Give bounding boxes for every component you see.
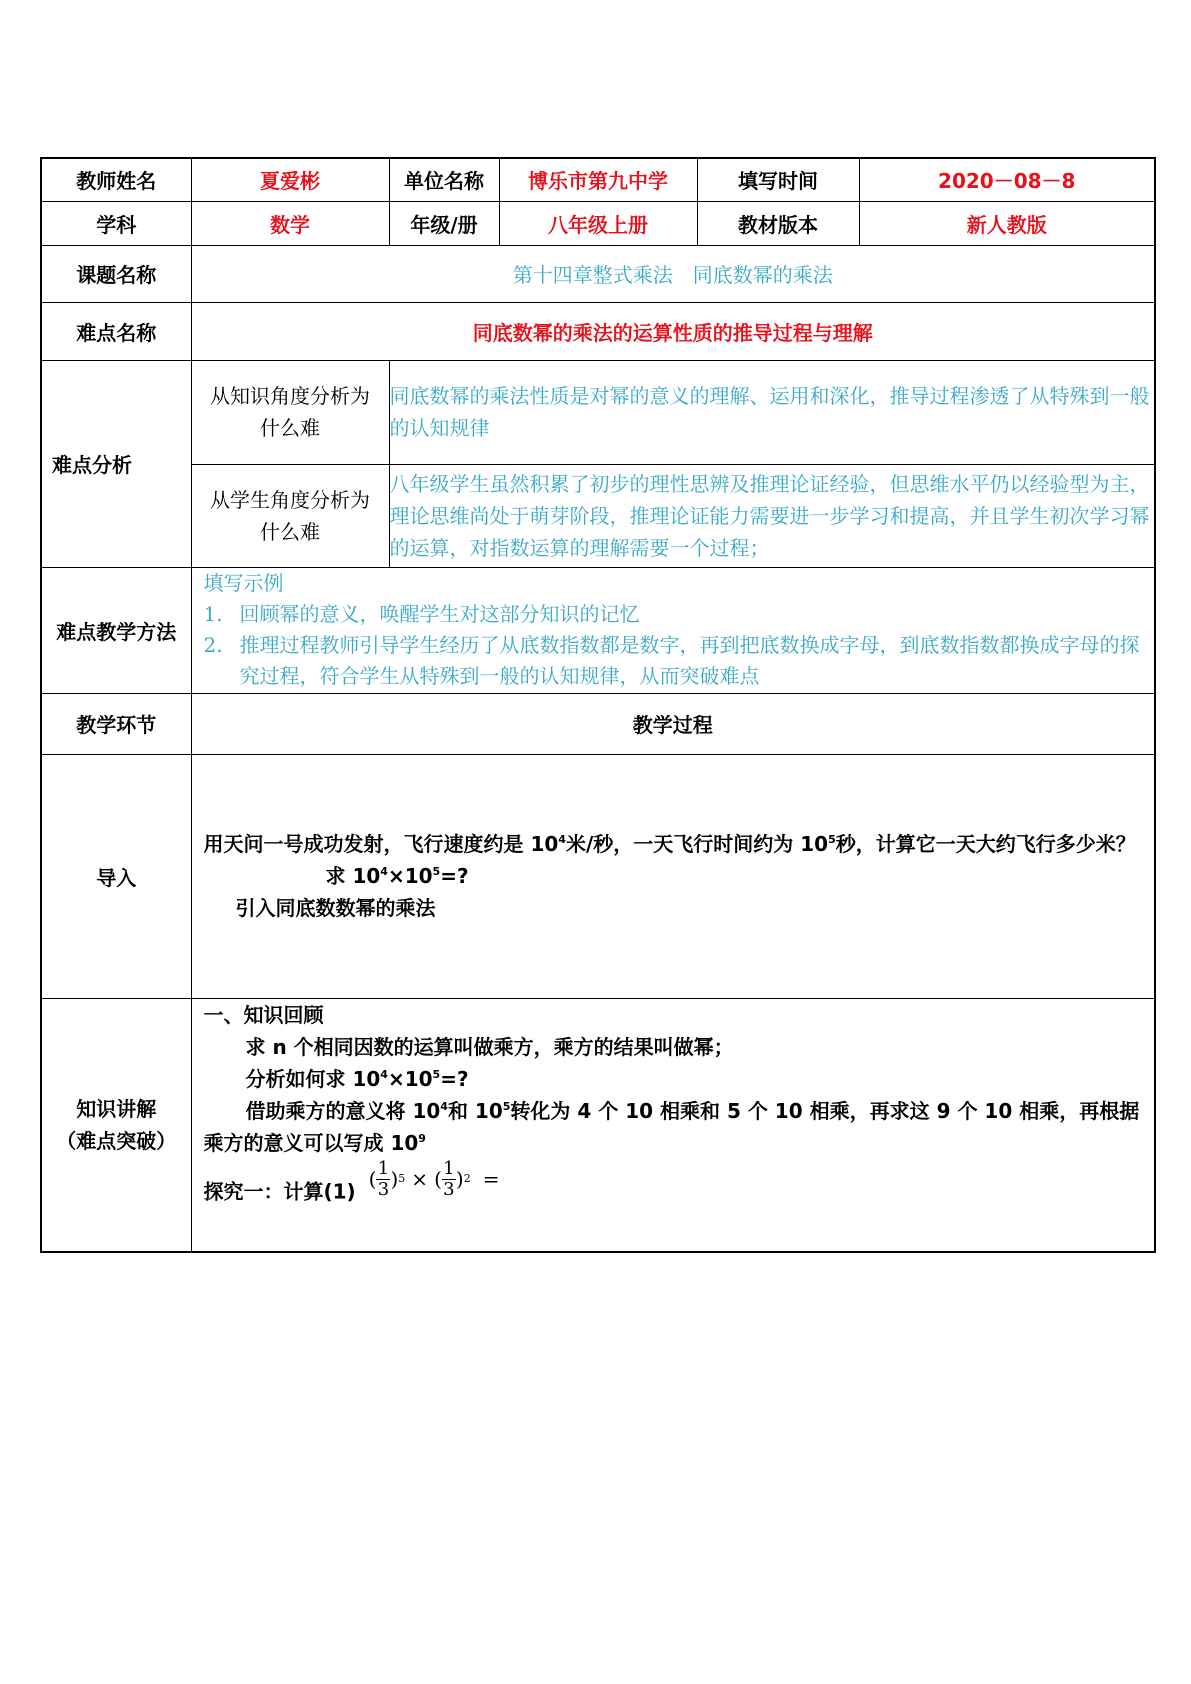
student-angle-label: 从学生角度分析为什么难 [191,464,389,567]
lecture-row [41,998,1155,1252]
edition-value: 新人教版 [859,201,1155,245]
right-paren-2: ) [455,1167,464,1191]
lecture-label-line-1: 知识讲解 [76,1096,157,1121]
lecture-label-line-2: （难点突破） [56,1128,177,1153]
intro-content [191,754,1155,998]
intro-expr-part-3: =? [440,864,469,888]
unit-name-label: 单位名称 [389,158,499,201]
lecture-explanation-exponent-3: 9 [418,1131,426,1145]
left-paren-1: ( [368,1167,377,1191]
intro-lead-in: 引入同底数数幂的乘法 [235,896,436,920]
method-item-1-text: 回顾幂的意义，唤醒学生对这部分知识的记忆 [239,601,640,626]
fraction-2 [442,1159,456,1200]
method-list [204,599,1143,692]
intro-label: 导入 [41,754,191,998]
left-paren-2: ( [434,1167,442,1191]
subject-label: 学科 [41,201,191,245]
stage-header-label: 教学环节 [41,693,191,754]
topic-value: 第十四章整式乘法 同底数幂的乘法 [191,245,1155,302]
intro-text-part-3: 秒，计算它一天大约飞行多少米？ [835,832,1136,856]
fraction-1-numerator: 1 [377,1157,390,1179]
intro-expr-exponent-1: 4 [380,865,388,878]
topic-label: 课题名称 [41,245,191,302]
teacher-name-value: 夏爱彬 [191,158,389,201]
fraction-power-expression: ( $\frac{1}{3}$ ) 5 × ( $\frac{1}{3}$ ) 2 = [368,1157,500,1200]
exploration-one [203,1157,1143,1212]
lecture-explanation-part-1: 借助乘方的意义将 10 [245,1098,441,1123]
lecture-explanation-part-3: 转化为 4 个 10 相乘和 5 个 10 相乘，再求这 9 个 10 相乘，再根据乘方的意义可以写成 10 [203,1098,1140,1155]
lecture-question [204,1063,1143,1095]
lecture-question-part-2: ×10 [387,1066,433,1091]
teacher-name-label: 教师姓名 [41,158,191,201]
lesson-plan-table [40,157,1156,1253]
fraction-2-numerator: 1 [443,1157,455,1179]
lecture-question-part-3: =? [440,1066,469,1091]
difficulty-value: 同底数幂的乘法的运算性质的推导过程与理解 [191,302,1155,360]
process-header-row [41,693,1155,754]
process-header-label: 教学过程 [191,693,1155,754]
lecture-question-exponent-1: 4 [380,1067,388,1081]
intro-text-part-2: 米/秒，一天飞行时间约为 10 [565,832,829,856]
method-item-1 [204,599,1143,630]
times-sign: × [411,1167,429,1191]
fill-date-label: 填写时间 [697,158,859,201]
unit-name-value: 博乐市第九中学 [499,158,697,201]
lesson-plan-form [40,157,1154,1253]
intro-text-part-1: 用天问一号成功发射，飞行速度约是 10 [203,832,559,856]
method-content [191,567,1155,693]
method-item-2 [204,630,1143,692]
method-label: 难点教学方法 [41,567,191,693]
equals-sign: = [482,1167,500,1191]
analysis-label: 难点分析 [41,360,191,567]
lecture-section-title: 一、知识回顾 [203,1002,324,1027]
intro-question [204,828,1143,860]
fill-date-value: 2020－08－8 [859,158,1155,201]
analysis-row-student [41,464,1155,567]
method-item-1-number: 1. [203,601,223,626]
lecture-question-part-1: 分析如何求 10 [245,1066,381,1091]
lecture-explanation-exponent-1: 4 [440,1099,448,1113]
topic-row [41,245,1155,302]
lecture-explanation [204,1095,1143,1159]
lecture-explanation-part-2: 和 10 [447,1098,503,1123]
difficulty-label: 难点名称 [41,302,191,360]
method-heading: 填写示例 [203,570,284,595]
exploration-one-label: 探究一：计算(1) [203,1179,356,1203]
method-item-2-number: 2. [203,632,223,657]
intro-expr-part-2: ×10 [387,864,433,888]
subject-value: 数学 [191,201,389,245]
analysis-row-knowledge [41,360,1155,464]
intro-expr-part-1: 求 10 [325,864,381,888]
grade-value: 八年级上册 [499,201,697,245]
fraction-1-denominator: 3 [377,1178,390,1200]
intro-exponent-1: 4 [558,833,566,846]
knowledge-angle-label: 从知识角度分析为什么难 [191,360,389,464]
lecture-label [41,998,191,1252]
intro-row [41,754,1155,998]
header-row-1 [41,158,1155,201]
student-angle-text: 八年级学生虽然积累了初步的理性思辨及推理论证经验，但思维水平仍以经验型为主，理论思维尚处于萌芽阶段，推理论证能力需要进一步学习和提高，并且学生初次学习幂的运算，对指数运算的理解需要一个过程； [389,464,1155,567]
method-row [41,567,1155,693]
fraction-1 [376,1159,390,1200]
grade-label: 年级/册 [389,201,499,245]
right-paren-1: ) [390,1167,399,1191]
difficulty-row [41,302,1155,360]
lecture-question-exponent-2: 5 [432,1067,441,1081]
lecture-definition: 求 n 个相同因数的运算叫做乘方，乘方的结果叫做幂； [245,1034,734,1059]
intro-expression [204,860,1143,892]
header-row-2 [41,201,1155,245]
edition-label: 教材版本 [697,201,859,245]
intro-exponent-2: 5 [828,833,836,846]
fraction-2-denominator: 3 [443,1178,455,1200]
lecture-content [191,998,1155,1252]
lecture-explanation-exponent-2: 5 [502,1099,511,1113]
intro-expr-exponent-2: 5 [432,865,441,878]
knowledge-angle-text: 同底数幂的乘法性质是对幂的意义的理解、运用和深化，推导过程渗透了从特殊到一般的认知规律 [389,360,1155,464]
method-item-2-text: 推理过程教师引导学生经历了从底数指数都是数字，再到把底数换成字母，到底数指数都换成字母的探究过程，符合学生从特殊到一般的认知规律，从而突破难点 [239,632,1140,688]
